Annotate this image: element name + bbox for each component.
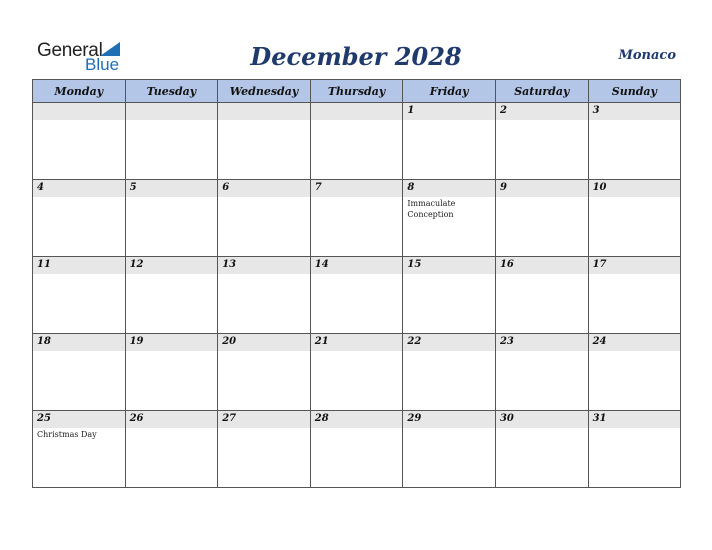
day-number: 13 [222,259,237,270]
holiday-label [589,197,681,199]
day-header-bar [218,411,310,428]
day-header-bar [496,103,588,120]
day-number: 14 [314,259,329,270]
day-number: 1 [407,105,415,116]
holiday-label [496,197,588,199]
weekday-header: Friday [403,80,496,103]
holiday-label [589,120,681,122]
day-header-bar [589,334,681,351]
holiday-label [126,428,218,430]
day-cell[interactable] [403,411,496,488]
day-header-bar [496,257,588,274]
day-cell[interactable] [33,103,126,180]
day-cell[interactable] [310,411,403,488]
day-cell[interactable] [495,103,588,180]
day-number: 20 [222,336,237,347]
day-number: 16 [499,259,514,270]
day-header-bar [403,180,495,197]
holiday-label [33,274,125,276]
weekday-header: Monday [33,80,126,103]
day-number: 18 [37,336,51,347]
day-number: 11 [37,259,51,270]
day-number: 8 [407,182,415,193]
weekday-header: Thursday [310,80,403,103]
day-cell[interactable] [33,257,126,334]
calendar-grid [32,79,681,488]
day-cell[interactable] [588,257,681,334]
day-number: 25 [37,413,51,424]
holiday-label [589,274,681,276]
day-header-bar [218,334,310,351]
day-cell[interactable] [33,334,126,411]
day-header-bar [33,411,125,428]
day-number: 21 [314,336,329,347]
day-header-bar [33,103,125,120]
day-cell[interactable] [218,180,311,257]
day-cell[interactable] [403,257,496,334]
week-row [33,334,681,411]
day-number: 7 [314,182,322,193]
weekday-header: Wednesday [218,80,311,103]
holiday-label [311,274,403,276]
day-number: 2 [499,105,507,116]
day-header-bar [589,257,681,274]
holiday-label [403,428,495,430]
holiday-label [496,428,588,430]
country-label: Monaco [618,48,676,63]
holiday-label: Christmas Day [37,430,97,439]
holiday-label [126,351,218,353]
holiday-label [33,197,125,199]
day-header-bar [311,334,403,351]
holiday-label [403,120,495,122]
day-cell[interactable] [310,103,403,180]
week-row [33,180,681,257]
day-number: 9 [499,182,507,193]
day-cell[interactable] [588,103,681,180]
day-number: 22 [407,336,422,347]
day-header-bar [218,180,310,197]
holiday-label: Immaculate Conception [407,199,456,219]
day-cell[interactable] [218,103,311,180]
day-cell[interactable] [588,411,681,488]
day-number: 26 [129,413,144,424]
page-title: December 2028 [250,42,462,71]
day-cell[interactable] [588,180,681,257]
weekday-header: Saturday [495,80,588,103]
day-cell[interactable] [588,334,681,411]
day-number: 12 [129,259,144,270]
holiday-label [126,197,218,199]
day-cell[interactable] [495,180,588,257]
day-header-bar [311,103,403,120]
day-cell[interactable] [125,103,218,180]
holiday-label [218,351,310,353]
holiday-label [496,120,588,122]
weekday-header-row [33,80,681,103]
day-header-bar [218,103,310,120]
day-number: 5 [129,182,137,193]
day-cell[interactable] [125,334,218,411]
holiday-label [218,274,310,276]
day-header-bar [403,411,495,428]
day-header-bar [126,334,218,351]
day-header-bar [33,334,125,351]
week-row [33,411,681,488]
holiday-label [589,428,681,430]
holiday-label [311,120,403,122]
day-header-bar [126,103,218,120]
day-cell[interactable] [310,257,403,334]
day-cell[interactable] [33,180,126,257]
holiday-label [496,351,588,353]
day-cell[interactable] [218,334,311,411]
day-header-bar [126,257,218,274]
day-header-bar [496,180,588,197]
day-number: 4 [37,182,44,193]
day-number: 27 [222,413,237,424]
day-cell[interactable] [403,180,496,257]
holiday-label [218,197,310,199]
day-number: 6 [222,182,230,193]
day-number: 3 [592,105,600,116]
day-number: 10 [592,182,607,193]
day-cell[interactable] [403,334,496,411]
day-cell[interactable] [218,411,311,488]
holiday-label [403,274,495,276]
holiday-label [33,120,125,122]
day-header-bar [126,180,218,197]
day-header-bar [311,411,403,428]
day-header-bar [33,257,125,274]
day-number: 17 [592,259,607,270]
holiday-label [496,274,588,276]
day-header-bar [589,180,681,197]
day-header-bar [33,180,125,197]
holiday-label [33,351,125,353]
holiday-label [126,274,218,276]
day-header-bar [311,180,403,197]
logo-general-text: General [37,40,103,61]
holiday-label [311,197,403,199]
day-cell[interactable] [310,334,403,411]
day-header-bar [126,411,218,428]
day-header-bar [403,257,495,274]
day-cell[interactable] [310,180,403,257]
day-header-bar [311,257,403,274]
logo-blue-text: Blue [85,55,120,74]
day-number: 29 [407,413,422,424]
holiday-label [126,120,218,122]
weekday-header: Sunday [588,80,681,103]
day-number: 24 [592,336,607,347]
day-cell[interactable] [125,257,218,334]
day-number: 19 [129,336,144,347]
day-number: 30 [499,413,514,424]
holiday-label [218,120,310,122]
day-cell[interactable] [125,180,218,257]
day-cell[interactable] [495,257,588,334]
week-row [33,103,681,180]
day-number: 31 [592,413,607,424]
day-cell[interactable] [33,411,126,488]
holiday-label [403,351,495,353]
day-header-bar [218,257,310,274]
day-header-bar [496,334,588,351]
day-cell[interactable] [495,334,588,411]
day-header-bar [589,411,681,428]
weekday-header: Tuesday [125,80,218,103]
day-number: 15 [407,259,422,270]
day-cell[interactable] [218,257,311,334]
holiday-label [589,351,681,353]
day-cell[interactable] [495,411,588,488]
day-header-bar [496,411,588,428]
day-number: 28 [314,413,329,424]
holiday-label [311,428,403,430]
day-number: 23 [499,336,514,347]
week-row [33,257,681,334]
day-header-bar [403,103,495,120]
holiday-label [218,428,310,430]
holiday-label [311,351,403,353]
day-cell[interactable] [125,411,218,488]
day-cell[interactable] [403,103,496,180]
day-header-bar [403,334,495,351]
day-header-bar [589,103,681,120]
